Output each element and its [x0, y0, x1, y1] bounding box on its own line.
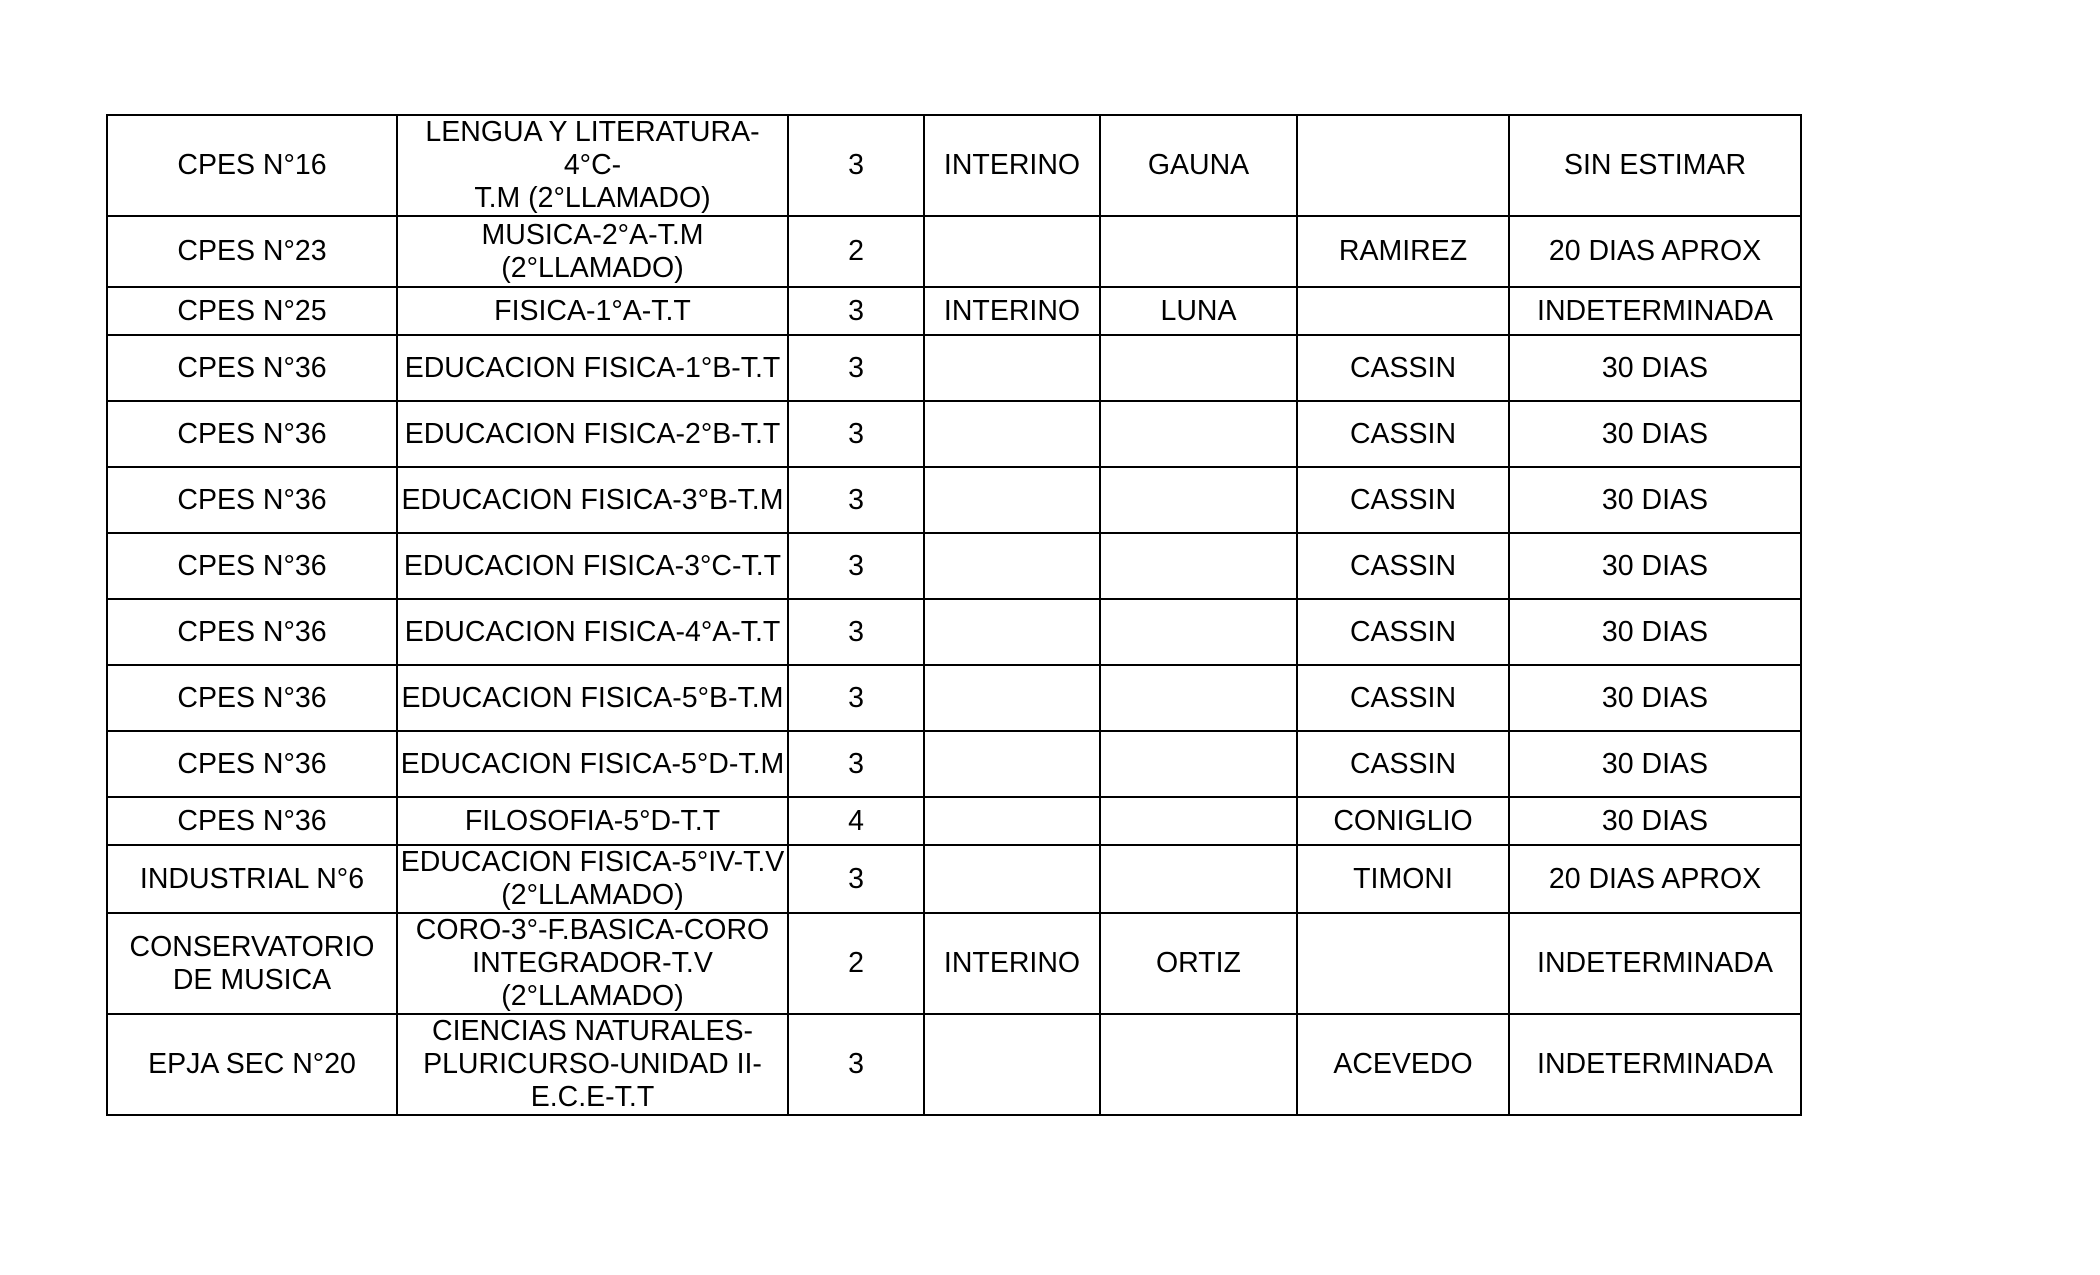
cell-duration: 30 DIAS	[1509, 467, 1801, 533]
cell-hours: 3	[788, 115, 924, 216]
cell-replacement: CASSIN	[1297, 335, 1509, 401]
cell-replacement	[1297, 287, 1509, 335]
cell-condition: INTERINO	[924, 287, 1100, 335]
cell-subject: EDUCACION FISICA-5°IV-T.V (2°LLAMADO)	[397, 845, 788, 913]
cell-holder	[1100, 797, 1297, 845]
cell-duration: 20 DIAS APROX	[1509, 216, 1801, 287]
cell-duration: 30 DIAS	[1509, 401, 1801, 467]
cell-subject: EDUCACION FISICA-5°D-T.M	[397, 731, 788, 797]
cell-hours: 3	[788, 401, 924, 467]
cell-hours: 4	[788, 797, 924, 845]
cell-hours: 2	[788, 913, 924, 1014]
cell-replacement: RAMIREZ	[1297, 216, 1509, 287]
cell-condition	[924, 401, 1100, 467]
vacancies-table	[106, 114, 1802, 1116]
cell-school: INDUSTRIAL N°6	[107, 845, 397, 913]
table-row	[107, 335, 1801, 401]
cell-condition	[924, 467, 1100, 533]
cell-subject: FILOSOFIA-5°D-T.T	[397, 797, 788, 845]
cell-replacement: CASSIN	[1297, 599, 1509, 665]
cell-condition	[924, 731, 1100, 797]
cell-school: CPES N°36	[107, 335, 397, 401]
cell-holder	[1100, 1014, 1297, 1115]
cell-condition	[924, 216, 1100, 287]
cell-replacement: CASSIN	[1297, 401, 1509, 467]
table-row	[107, 115, 1801, 216]
cell-duration: 20 DIAS APROX	[1509, 845, 1801, 913]
cell-hours: 3	[788, 533, 924, 599]
cell-duration: 30 DIAS	[1509, 335, 1801, 401]
cell-school: CPES N°36	[107, 533, 397, 599]
cell-replacement: TIMONI	[1297, 845, 1509, 913]
cell-school: CPES N°36	[107, 401, 397, 467]
cell-subject: MUSICA-2°A-T.M (2°LLAMADO)	[397, 216, 788, 287]
cell-duration: SIN ESTIMAR	[1509, 115, 1801, 216]
cell-subject: CIENCIAS NATURALES- PLURICURSO-UNIDAD II- E.C.E-T.T	[397, 1014, 788, 1115]
cell-holder	[1100, 401, 1297, 467]
cell-holder	[1100, 467, 1297, 533]
cell-hours: 3	[788, 335, 924, 401]
cell-hours: 3	[788, 287, 924, 335]
cell-subject: EDUCACION FISICA-2°B-T.T	[397, 401, 788, 467]
table-row	[107, 1014, 1801, 1115]
cell-subject: EDUCACION FISICA-5°B-T.M	[397, 665, 788, 731]
cell-condition	[924, 335, 1100, 401]
cell-condition: INTERINO	[924, 115, 1100, 216]
cell-duration: 30 DIAS	[1509, 533, 1801, 599]
cell-condition	[924, 797, 1100, 845]
cell-subject: LENGUA Y LITERATURA-4°C- T.M (2°LLAMADO)	[397, 115, 788, 216]
cell-school: EPJA SEC N°20	[107, 1014, 397, 1115]
cell-subject: EDUCACION FISICA-3°B-T.M	[397, 467, 788, 533]
cell-holder	[1100, 665, 1297, 731]
cell-condition	[924, 599, 1100, 665]
table-row	[107, 467, 1801, 533]
table-row	[107, 287, 1801, 335]
cell-school: CONSERVATORIO DE MUSICA	[107, 913, 397, 1014]
cell-hours: 3	[788, 731, 924, 797]
cell-school: CPES N°36	[107, 797, 397, 845]
cell-hours: 3	[788, 467, 924, 533]
cell-condition	[924, 533, 1100, 599]
table-row	[107, 665, 1801, 731]
cell-school: CPES N°16	[107, 115, 397, 216]
cell-hours: 3	[788, 1014, 924, 1115]
table-row	[107, 216, 1801, 287]
table-row	[107, 533, 1801, 599]
cell-subject: EDUCACION FISICA-4°A-T.T	[397, 599, 788, 665]
cell-holder: LUNA	[1100, 287, 1297, 335]
cell-holder	[1100, 335, 1297, 401]
cell-holder: GAUNA	[1100, 115, 1297, 216]
cell-condition	[924, 845, 1100, 913]
table-row	[107, 731, 1801, 797]
cell-holder	[1100, 533, 1297, 599]
cell-condition	[924, 1014, 1100, 1115]
cell-replacement	[1297, 115, 1509, 216]
cell-hours: 2	[788, 216, 924, 287]
table-row	[107, 845, 1801, 913]
cell-replacement: CONIGLIO	[1297, 797, 1509, 845]
cell-school: CPES N°25	[107, 287, 397, 335]
cell-replacement: ACEVEDO	[1297, 1014, 1509, 1115]
cell-school: CPES N°23	[107, 216, 397, 287]
cell-school: CPES N°36	[107, 467, 397, 533]
cell-duration: INDETERMINADA	[1509, 287, 1801, 335]
table-body	[107, 115, 1801, 1115]
table-row	[107, 797, 1801, 845]
cell-subject: EDUCACION FISICA-3°C-T.T	[397, 533, 788, 599]
cell-school: CPES N°36	[107, 599, 397, 665]
table-row	[107, 599, 1801, 665]
cell-holder	[1100, 845, 1297, 913]
cell-duration: 30 DIAS	[1509, 797, 1801, 845]
table-row	[107, 401, 1801, 467]
cell-holder	[1100, 599, 1297, 665]
cell-duration: 30 DIAS	[1509, 599, 1801, 665]
cell-replacement: CASSIN	[1297, 665, 1509, 731]
cell-duration: 30 DIAS	[1509, 665, 1801, 731]
cell-hours: 3	[788, 599, 924, 665]
cell-holder	[1100, 731, 1297, 797]
cell-duration: 30 DIAS	[1509, 731, 1801, 797]
cell-replacement: CASSIN	[1297, 467, 1509, 533]
cell-subject: EDUCACION FISICA-1°B-T.T	[397, 335, 788, 401]
cell-condition	[924, 665, 1100, 731]
cell-school: CPES N°36	[107, 731, 397, 797]
cell-holder	[1100, 216, 1297, 287]
cell-replacement	[1297, 913, 1509, 1014]
cell-duration: INDETERMINADA	[1509, 913, 1801, 1014]
cell-replacement: CASSIN	[1297, 533, 1509, 599]
cell-holder: ORTIZ	[1100, 913, 1297, 1014]
cell-duration: INDETERMINADA	[1509, 1014, 1801, 1115]
table-row	[107, 913, 1801, 1014]
cell-condition: INTERINO	[924, 913, 1100, 1014]
cell-school: CPES N°36	[107, 665, 397, 731]
cell-subject: FISICA-1°A-T.T	[397, 287, 788, 335]
cell-hours: 3	[788, 845, 924, 913]
cell-replacement: CASSIN	[1297, 731, 1509, 797]
cell-subject: CORO-3°-F.BASICA-CORO INTEGRADOR-T.V (2°LLAMADO)	[397, 913, 788, 1014]
cell-hours: 3	[788, 665, 924, 731]
